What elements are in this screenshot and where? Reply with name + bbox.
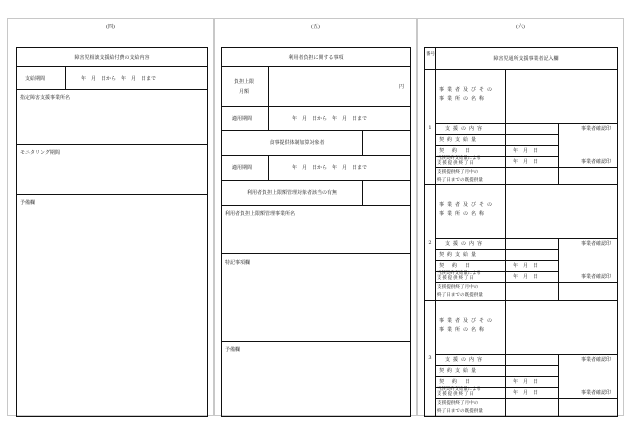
burden-header-row — [222, 48, 410, 67]
confirm-seal-label-1: 事業者確認印 — [580, 241, 611, 248]
burden-limit-row — [222, 67, 410, 107]
benefit-header-row — [17, 48, 207, 67]
payment-period-row — [17, 67, 207, 90]
used-amount-label-1: 支援提供終了月中の — [437, 285, 479, 291]
used-amount-label-2: 終了日までの既提供量 — [437, 178, 483, 183]
remarks-label: 予備欄 — [20, 200, 36, 206]
application-period-row-2 — [222, 156, 410, 181]
panel-four-table — [16, 47, 208, 417]
remarks-row — [17, 195, 207, 416]
meal-provision-label: 食事提供体制加算対象者 — [269, 140, 325, 146]
end-date-label-2: 支援提供終了日 — [437, 161, 475, 166]
burden-limit-label-1: 負担上限 — [234, 79, 255, 85]
meal-provision-row — [222, 131, 410, 156]
end-date-value[interactable]: 年 月 日 — [513, 274, 539, 281]
entry-number: 1 — [428, 124, 432, 131]
designated-office-row — [17, 90, 207, 145]
application-period-row — [222, 107, 410, 131]
provider-header: 障害児通所支援事業者記入欄 — [493, 56, 559, 62]
upper-limit-mgmt-label: 利用者負担上限額管理対象者該当の有無 — [246, 190, 337, 196]
panel-six-title: (六) — [516, 24, 525, 30]
office-name-label-2: 事業所の名称 — [439, 96, 488, 102]
panel-four — [7, 18, 214, 416]
benefit-header: 障害児相談支援給付費の支給内容 — [74, 55, 150, 61]
upper-limit-mgmt-row — [222, 181, 410, 206]
burden-limit-label-2: 月額 — [239, 89, 250, 95]
contract-date-label: 契約日 — [439, 263, 479, 270]
provider-header-row — [425, 48, 617, 70]
panel-five — [214, 18, 417, 416]
end-date-value[interactable]: 年 月 日 — [513, 159, 539, 165]
support-content-label: 支援の内容 — [445, 126, 486, 132]
payment-period-label: 支給期間 — [25, 76, 46, 82]
entry-number: 2 — [428, 239, 432, 246]
office-name-label: 事業者及びその — [439, 202, 496, 209]
end-date-label-1: 当該契約支給量による — [437, 271, 481, 277]
end-date-label-2: 支援提供終了日 — [437, 276, 475, 282]
application-period-label: 適用期間 — [232, 116, 253, 122]
contract-date-label: 契約日 — [439, 378, 479, 385]
end-date-label-2: 支援提供終了日 — [437, 391, 475, 397]
upper-limit-office-label: 利用者負担上限額管理事業所名 — [225, 211, 296, 217]
burden-header: 利用者負担に関する事項 — [288, 55, 344, 61]
application-period-value[interactable]: 年 月 日から 年 月 日まで — [292, 116, 368, 122]
number-column-header: 番号 — [426, 52, 435, 57]
confirm-seal-label-1: 事業者確認印 — [580, 126, 611, 132]
panel-four-title: (四) — [106, 24, 115, 30]
confirm-seal-label-2: 事業者確認印 — [580, 389, 611, 396]
yen-unit: 円 — [398, 84, 404, 90]
used-amount-label-1: 支援提供終了月中の — [437, 400, 479, 406]
confirm-seal-label-2: 事業者確認印 — [580, 159, 611, 165]
contract-date-label: 契約日 — [439, 148, 479, 154]
panel-five-table — [221, 47, 411, 417]
used-amount-label-1: 支援提供終了月中の — [437, 170, 479, 175]
provider-entry-block — [425, 185, 617, 300]
contract-date-value[interactable]: 年 月 日 — [513, 263, 539, 270]
confirm-seal-label-2: 事業者確認印 — [580, 274, 611, 281]
office-name-label: 事業者及びその — [439, 317, 496, 324]
contract-amount-label: 契約支給量 — [439, 367, 480, 374]
end-date-label-1: 当該契約支給量による — [437, 156, 481, 161]
contract-amount-label: 契約支給量 — [439, 252, 480, 259]
used-amount-label-2: 終了日までの既提供量 — [437, 408, 483, 414]
end-date-label-1: 当該契約支給量による — [437, 386, 481, 392]
payment-period-value[interactable]: 年 月 日から 年 月 日まで — [81, 76, 157, 82]
office-name-label: 事業者及びその — [439, 87, 496, 93]
support-content-label: 支援の内容 — [445, 241, 486, 248]
application-period-value-2[interactable]: 年 月 日から 年 月 日まで — [292, 165, 368, 171]
panel-six — [417, 18, 624, 416]
upper-limit-office-row — [222, 206, 410, 254]
monitoring-label: モニタリング期間 — [20, 150, 60, 156]
office-name-label-2: 事業所の名称 — [439, 211, 488, 218]
entry-number: 3 — [428, 355, 432, 362]
contract-date-value[interactable]: 年 月 日 — [513, 148, 539, 154]
panel-five-title: (五) — [311, 24, 320, 30]
panel-six-table — [424, 47, 618, 417]
provider-entry-block — [425, 70, 617, 185]
special-notes-row — [222, 254, 410, 342]
remarks-label-5: 予備欄 — [225, 347, 241, 353]
office-name-label-2: 事業所の名称 — [439, 326, 488, 333]
special-notes-label: 特記事項欄 — [225, 260, 251, 266]
contract-date-value[interactable]: 年 月 日 — [513, 378, 539, 385]
application-period-label-2: 適用期間 — [232, 165, 253, 171]
designated-office-label: 指定障害支援事業所名 — [20, 95, 71, 101]
remarks-row-5 — [222, 342, 410, 416]
confirm-seal-label-1: 事業者確認印 — [580, 356, 611, 363]
monitoring-row — [17, 145, 207, 195]
provider-entry-block — [425, 301, 617, 416]
end-date-value[interactable]: 年 月 日 — [513, 389, 539, 396]
contract-amount-label: 契約支給量 — [439, 137, 480, 143]
support-content-label: 支援の内容 — [445, 356, 486, 363]
used-amount-label-2: 終了日までの既提供量 — [437, 293, 483, 299]
